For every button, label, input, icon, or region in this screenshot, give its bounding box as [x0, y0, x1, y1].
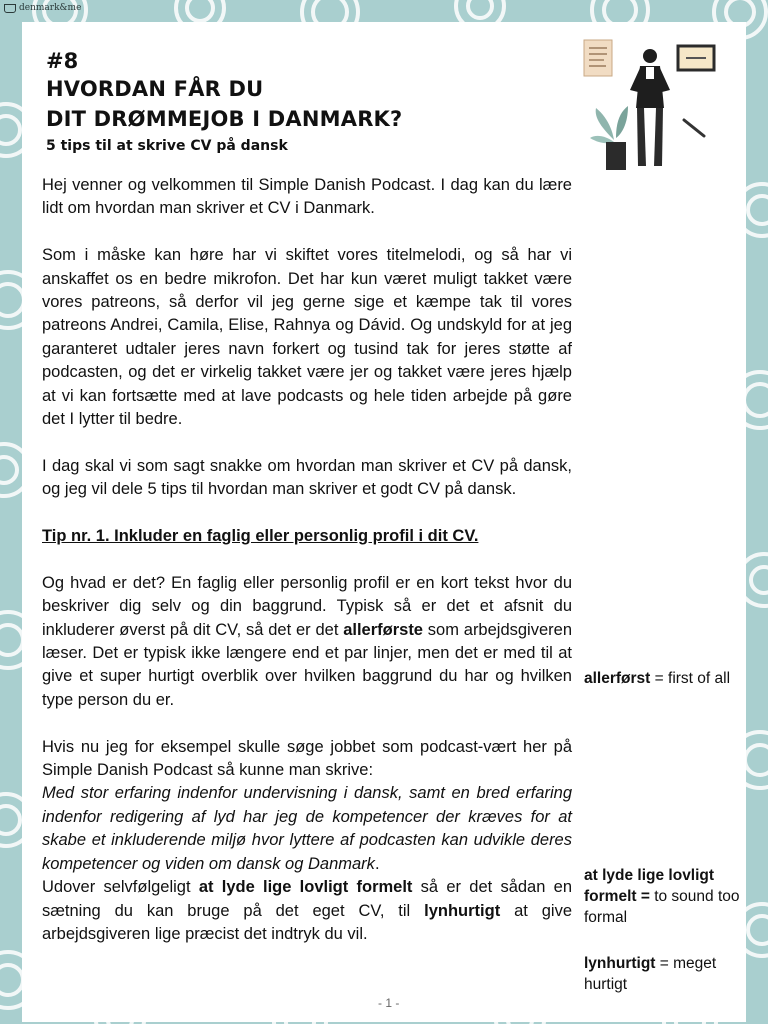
- woman-figure: [630, 49, 670, 166]
- tip-1-heading: Tip nr. 1. Inkluder en faglig eller personlig profil i dit CV.: [42, 527, 479, 546]
- bold-term-lynhurtigt: lynhurtigt: [424, 901, 501, 920]
- paragraph-topic: I dag skal vi som sagt snakke om hvordan man skriver et CV på dansk, og jeg vil dele 5 tips til hvordan man skriver et godt CV på dansk.: [42, 456, 572, 499]
- paragraph-closing: Udover selvfølgeligt at lyde lige lovligt formelt så er det sådan en sætning du kan bruge på det eget CV, til lynhurtigt at give arbejdsgiveren lige præcist det indtryk du vil.: [42, 878, 573, 943]
- paragraph-profile: Og hvad er det? En faglig eller personlig profil er en kort tekst hvor du beskriver dig selv og din baggrund. Typisk så er det et afsnit du inkluderer øverst på dit CV, så det er det allerførste som arbejdsgiveren læser. Det er typisk ikke længere end et par linjer, men det er med til at give et super hurtigt overblik over hvilken baggrund du har og hvilken type person du er.: [42, 573, 572, 709]
- bold-term-allerforste: allerførste: [343, 620, 423, 639]
- paragraph-example-quote: Med stor erfaring indenfor undervisning i dansk, samt en bred erfaring indenfor redigering af lyd har jeg de kompetencer der kræves for at skabe et inkluderende miljø hvor lyttere af podcasten kan udvikle deres kompetencer og viden om dansk og Danmark.: [42, 784, 572, 873]
- episode-number: #8: [46, 49, 79, 73]
- pen-icon: [684, 120, 704, 136]
- subtitle: 5 tips til at skrive CV på dansk: [46, 138, 288, 154]
- glossary-item-lynhurtigt: lynhurtigt = meget hurtigt: [584, 955, 717, 993]
- brand-name: denmark&me: [19, 3, 82, 13]
- brand-logo: [4, 3, 81, 13]
- document-icon: [584, 40, 612, 76]
- businesswoman-illustration: [580, 38, 720, 174]
- document-header: [46, 48, 402, 156]
- page-number: - 1 -: [378, 996, 400, 1010]
- paragraph-example-intro: Hvis nu jeg for eksempel skulle søge jobbet som podcast-vært her på Simple Danish Podcast så kunne man skrive:: [42, 737, 572, 780]
- picture-frame-icon: [678, 46, 714, 70]
- coffee-cup-icon: [4, 4, 16, 13]
- paragraph-patreons: Som i måske kan høre har vi skiftet vores titelmelodi, og så har vi anskaffet os en bedre mikrofon. Det har kun været muligt takket være vores patreons, så derfor vil jeg gerne sige et kæmpe tak til vores patreons Andrei, Camila, Elise, Rahnya og Dávid. Og undskyld for at jeg garanteret udtaler jeres navn forkert og tusind tak for jeres støtte af podcasten, og det er virkelig takket være jer og takket være jeres hjælp at vi kan fortsætte med at lave podcasts og hele tiden arbejde på gøre det I lytter til bedre.: [42, 246, 572, 429]
- plant-icon: [590, 106, 628, 170]
- title-line-1: HVORDAN FÅR DU: [46, 77, 264, 101]
- document-body: [42, 174, 572, 946]
- glossary-item-allerforst: allerførst = first of all: [584, 670, 731, 687]
- paragraph-intro: Hej venner og velkommen til Simple Danish Podcast. I dag kan du lære lidt om hvordan man skriver et CV i Danmark.: [42, 176, 572, 218]
- title-line-2: DIT DRØMMEJOB I DANMARK?: [46, 107, 403, 131]
- glossary-item-lige-lovligt: at lyde lige lovligt formelt = to sound too formal: [584, 867, 740, 926]
- bold-term-lige-lovligt: at lyde lige lovligt formelt: [198, 878, 413, 897]
